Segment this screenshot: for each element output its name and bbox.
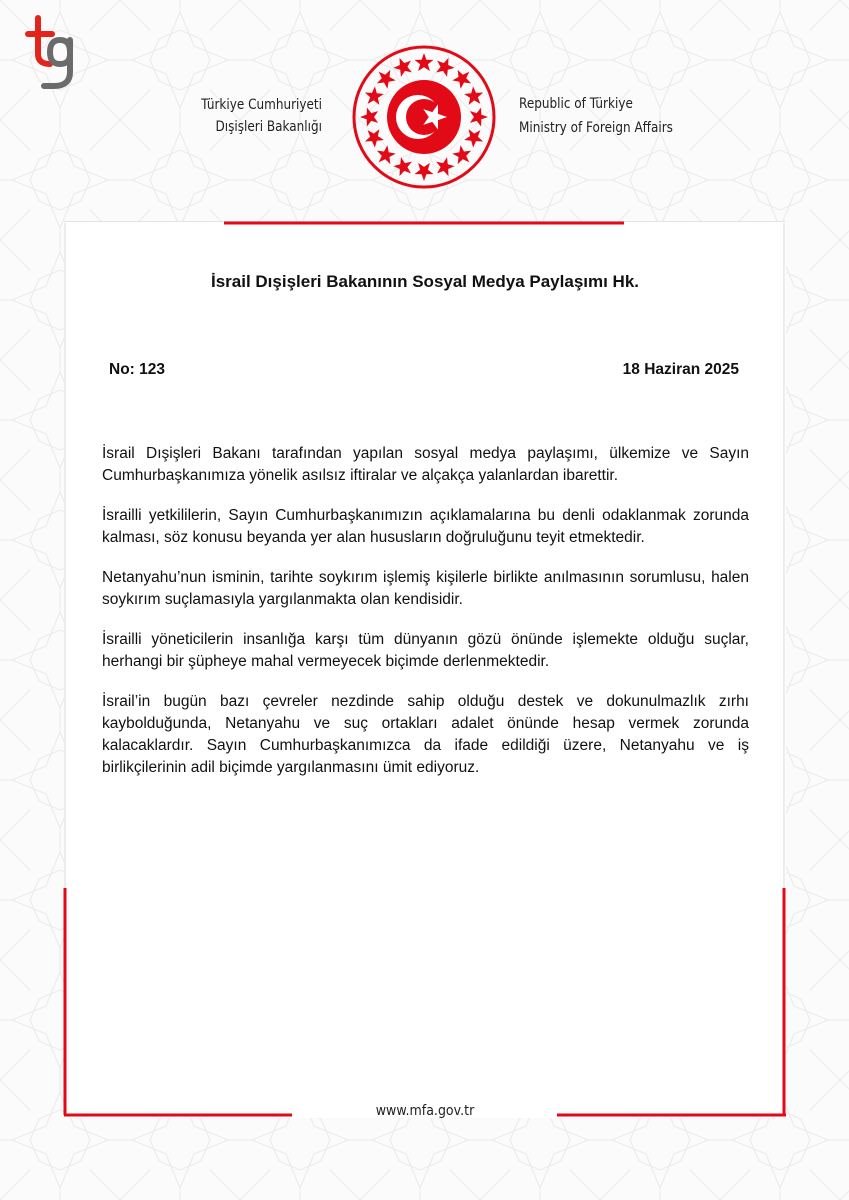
- document-body: [102, 443, 749, 797]
- paragraph-3: Netanyahu’nun isminin, tarihte soykırım işlemiş kişilerle birlikte anılmasının sorumlusu, halen soykırım suçlamasıyla yargılanmakta olan kendisidir.: [102, 569, 749, 608]
- footer-website: www.mfa.gov.tr: [375, 1103, 475, 1119]
- document-date: 18 Haziran 2025: [622, 361, 739, 378]
- paragraph-2: İsrailli yetkililerin, Sayın Cumhurbaşkanımızın açıklamalarına bu denli odaklanmak zorunda kalması, söz konusu beyanda yer alan hususların doğruluğunu teyit etmektedir.: [102, 507, 749, 546]
- paragraph-4: İsrailli yöneticilerin insanlığa karşı tüm dünyanın gözü önünde işlemekte olduğu suçlar, herhangi bir şüpheye mahal vermeyecek biçimde derlenmektedir.: [102, 631, 749, 670]
- ministry-name-turkish: [174, 94, 322, 138]
- header-right-line1: Republic of Türkiye: [519, 96, 633, 112]
- paragraph-1: İsrail Dışişleri Bakanı tarafından yapılan sosyal medya paylaşımı, ülkemize ve Sayın Cumhurbaşkanımıza yönelik asılsız iftiralar ve alçakça yalanlardan ibarettir.: [102, 445, 749, 484]
- header-left-line2: Dışişleri Bakanlığı: [215, 119, 322, 135]
- ministry-name-english: [519, 92, 691, 140]
- tg-logo-icon: [24, 14, 80, 90]
- turkish-crescent-star-seal-icon: [350, 42, 498, 192]
- document-number: No: 123: [109, 361, 165, 378]
- header-right-line2: Ministry of Foreign Affairs: [519, 120, 673, 136]
- paragraph-5: İsrail’in bugün bazı çevreler nezdinde sahip olduğu destek ve dokunulmazlık zırhı kaybolduğunda, Netanyahu ve suç ortakları adalet önünde hesap vermek zorunda kalacaklardır. Sayın Cumhurbaşkanımızca da ifade edildiği üzere, Netanyahu ve iş birlikçilerinin adil biçimde yargılanmasını ümit ediyoruz.: [102, 693, 749, 776]
- header-left-line1: Türkiye Cumhuriyeti: [201, 97, 322, 113]
- document-title: İsrail Dışişleri Bakanının Sosyal Medya Paylaşımı Hk.: [210, 272, 640, 291]
